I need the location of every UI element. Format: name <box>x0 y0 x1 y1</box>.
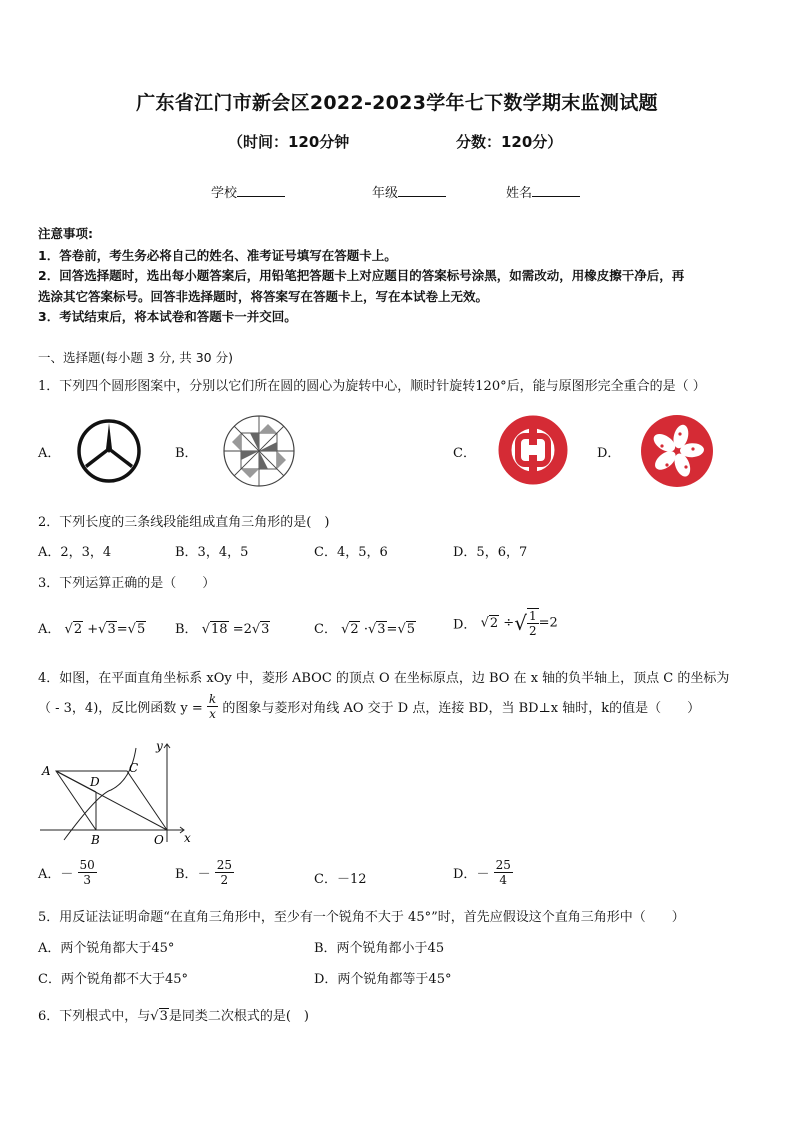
q3-b-radicand-1: 18 <box>211 622 228 637</box>
bank-of-china-logo-icon <box>497 414 569 486</box>
section-heading: 一、选择题(每小题 3 分, 共 30 分) <box>38 350 233 365</box>
question-2-stem: 2．下列长度的三条线段能组成直角三角形的是( ) <box>38 515 330 530</box>
q3-c-label: C． <box>314 622 337 637</box>
q4-a-den: 3 <box>83 873 91 887</box>
q4-d-den: 4 <box>499 873 508 887</box>
note-item: 2．回答选择题时，选出每小题答案后，用铅笔把答题卡上对应题目的答案标号涂黑，如需改动，用橡皮擦干净后，再 <box>38 268 685 283</box>
figure-label-b: B <box>91 833 100 847</box>
figure-label-c: C <box>129 761 139 775</box>
q3-a-radicand-3: 5 <box>136 622 146 637</box>
q2-option-b: B．3，4，5 <box>175 545 249 560</box>
figure-label-o: O <box>154 833 164 847</box>
q4-line2-post: 的图象与菱形对角线 AO 交于 D 点，连接 BD，当 BD⊥x 轴时，k的值是（ ） <box>222 701 701 716</box>
figure-label-a: A <box>42 764 51 778</box>
q3-b-label: B． <box>175 622 198 637</box>
q4-b-label: B． <box>175 867 198 882</box>
question-4-line-2 <box>38 692 700 721</box>
q3-a-plus: + <box>87 622 99 637</box>
q4-option-c <box>314 868 367 887</box>
q4-a-num: 50 <box>79 858 95 872</box>
question-6-stem: 6．下列根式中，与√3是同类二次根式的是( ) <box>38 1009 310 1024</box>
q4-option-b <box>175 858 234 887</box>
q4-option-a <box>38 858 97 887</box>
exam-score: 分数：120分） <box>456 133 563 151</box>
q4-b-num: 25 <box>216 858 232 872</box>
q5-option-c: C．两个锐角都不大于45° <box>38 972 188 987</box>
q3-a-radicand-2: 3 <box>107 622 116 637</box>
q3-b-eq: =2 <box>232 622 252 637</box>
grade-label: 年级 <box>372 186 399 201</box>
q3-option-a: A． √2 +√3=√5 <box>38 622 146 637</box>
name-field <box>506 182 580 201</box>
q4-option-d <box>453 858 513 887</box>
q3-option-c: C． √2 ·√3=√5 <box>314 622 416 637</box>
school-blank <box>237 184 285 197</box>
grade-blank <box>398 184 446 197</box>
name-label: 姓名 <box>506 186 533 201</box>
q5-option-d: D．两个锐角都等于45° <box>314 972 452 987</box>
q6-stem-pre: 6．下列根式中，与 <box>38 1009 151 1024</box>
q6-radicand: 3 <box>159 1009 168 1024</box>
figure-label-x: x <box>184 831 191 845</box>
q1-option-d-label: D． <box>597 446 621 461</box>
q2-option-c: C．4，5，6 <box>314 545 388 560</box>
q3-c-eq: = <box>386 622 398 637</box>
q6-stem-post: 是同类二次根式的是( ) <box>168 1009 310 1024</box>
exam-time: （时间：120分钟 <box>228 133 350 151</box>
school-field <box>211 182 285 201</box>
grade-field <box>372 182 446 201</box>
q4-d-label: D． <box>453 867 477 882</box>
note-item: 选涂其它答案标号。回答非选择题时，将答案写在答题卡上，写在本试卷上无效。 <box>38 289 489 304</box>
q3-option-b: B． √18 =2√3 <box>175 622 270 637</box>
q3-b-radicand-2: 3 <box>261 622 270 637</box>
q4-line2-pre: （ - 3，4)，反比例函数 y = <box>38 701 203 716</box>
question-1-stem: 1．下列四个圆形图案中，分别以它们所在圆的圆心为旋转中心，顺时针旋转120°后，能与原图形完全重合的是（ ） <box>38 379 706 394</box>
q3-option-d: D． √2 ÷√ $\frac{1}{2}$ =2 <box>453 609 558 638</box>
q4-b-den: 2 <box>220 873 229 887</box>
question-3-stem: 3．下列运算正确的是（ ） <box>38 576 216 591</box>
rhombus-coordinate-figure <box>36 738 196 850</box>
mercedes-logo-icon <box>76 418 142 484</box>
q3-c-radicand-3: 5 <box>406 622 416 637</box>
note-item: 3．考试结束后，将本试卷和答题卡一并交回。 <box>38 309 297 324</box>
q4-b-sign: － <box>197 867 211 882</box>
q3-d-eq: =2 <box>538 615 558 631</box>
q3-c-radicand-1: 2 <box>350 622 359 637</box>
pinwheel-icon <box>222 414 296 488</box>
q3-a-radicand-1: 2 <box>73 622 83 637</box>
q4-x: x <box>209 707 216 721</box>
q3-d-radicand-1: 2 <box>489 616 499 631</box>
q5-option-a: A．两个锐角都大于45° <box>38 941 175 956</box>
q4-k: k <box>208 692 217 706</box>
q3-d-label: D． <box>453 617 477 633</box>
q4-d-num: 25 <box>495 858 511 872</box>
q3-c-dot: · <box>363 622 368 637</box>
q3-a-label: A． <box>38 622 61 637</box>
q1-option-c-label: C． <box>453 446 476 461</box>
q4-a-label: A． <box>38 867 61 882</box>
school-label: 学校 <box>211 186 238 201</box>
q3-d-denominator: 2 <box>528 624 537 638</box>
question-5-stem: 5．用反证法证明命题“在直角三角形中，至少有一个锐角不大于 45°”时，首先应假设这个直角三角形中（ ） <box>38 910 685 925</box>
figure-label-y: y <box>156 739 163 753</box>
note-item: 1．答卷前，考生务必将自己的姓名、准考证号填写在答题卡上。 <box>38 248 397 263</box>
question-4-line-1: 4．如图，在平面直角坐标系 xOy 中，菱形 ABOC 的顶点 O 在坐标原点，边 BO 在 x 轴的负半轴上，顶点 C 的坐标为 <box>38 671 730 686</box>
q2-option-d: D．5，6，7 <box>453 545 528 560</box>
q4-d-sign: － <box>476 867 490 882</box>
q1-option-a-label: A． <box>38 446 61 461</box>
q3-d-numerator: 1 <box>528 609 537 623</box>
q3-c-radicand-2: 3 <box>377 622 386 637</box>
q3-a-eq: = <box>116 622 128 637</box>
q5-option-b: B．两个锐角都小于45 <box>314 941 445 956</box>
bauhinia-emblem-icon <box>640 414 714 488</box>
q3-d-div: ÷ <box>503 615 515 631</box>
name-blank <box>532 184 580 197</box>
q1-option-b-label: B． <box>175 446 198 461</box>
figure-label-d: D <box>90 775 100 789</box>
q4-a-sign: － <box>60 867 74 882</box>
notes-heading: 注意事项: <box>38 226 93 241</box>
page-title: 广东省江门市新会区2022-2023学年七下数学期末监测试题 <box>136 92 658 114</box>
q4-c-label: C． <box>314 872 337 887</box>
q2-option-a: A．2，3，4 <box>38 545 112 560</box>
q4-c-text: －12 <box>336 872 367 887</box>
